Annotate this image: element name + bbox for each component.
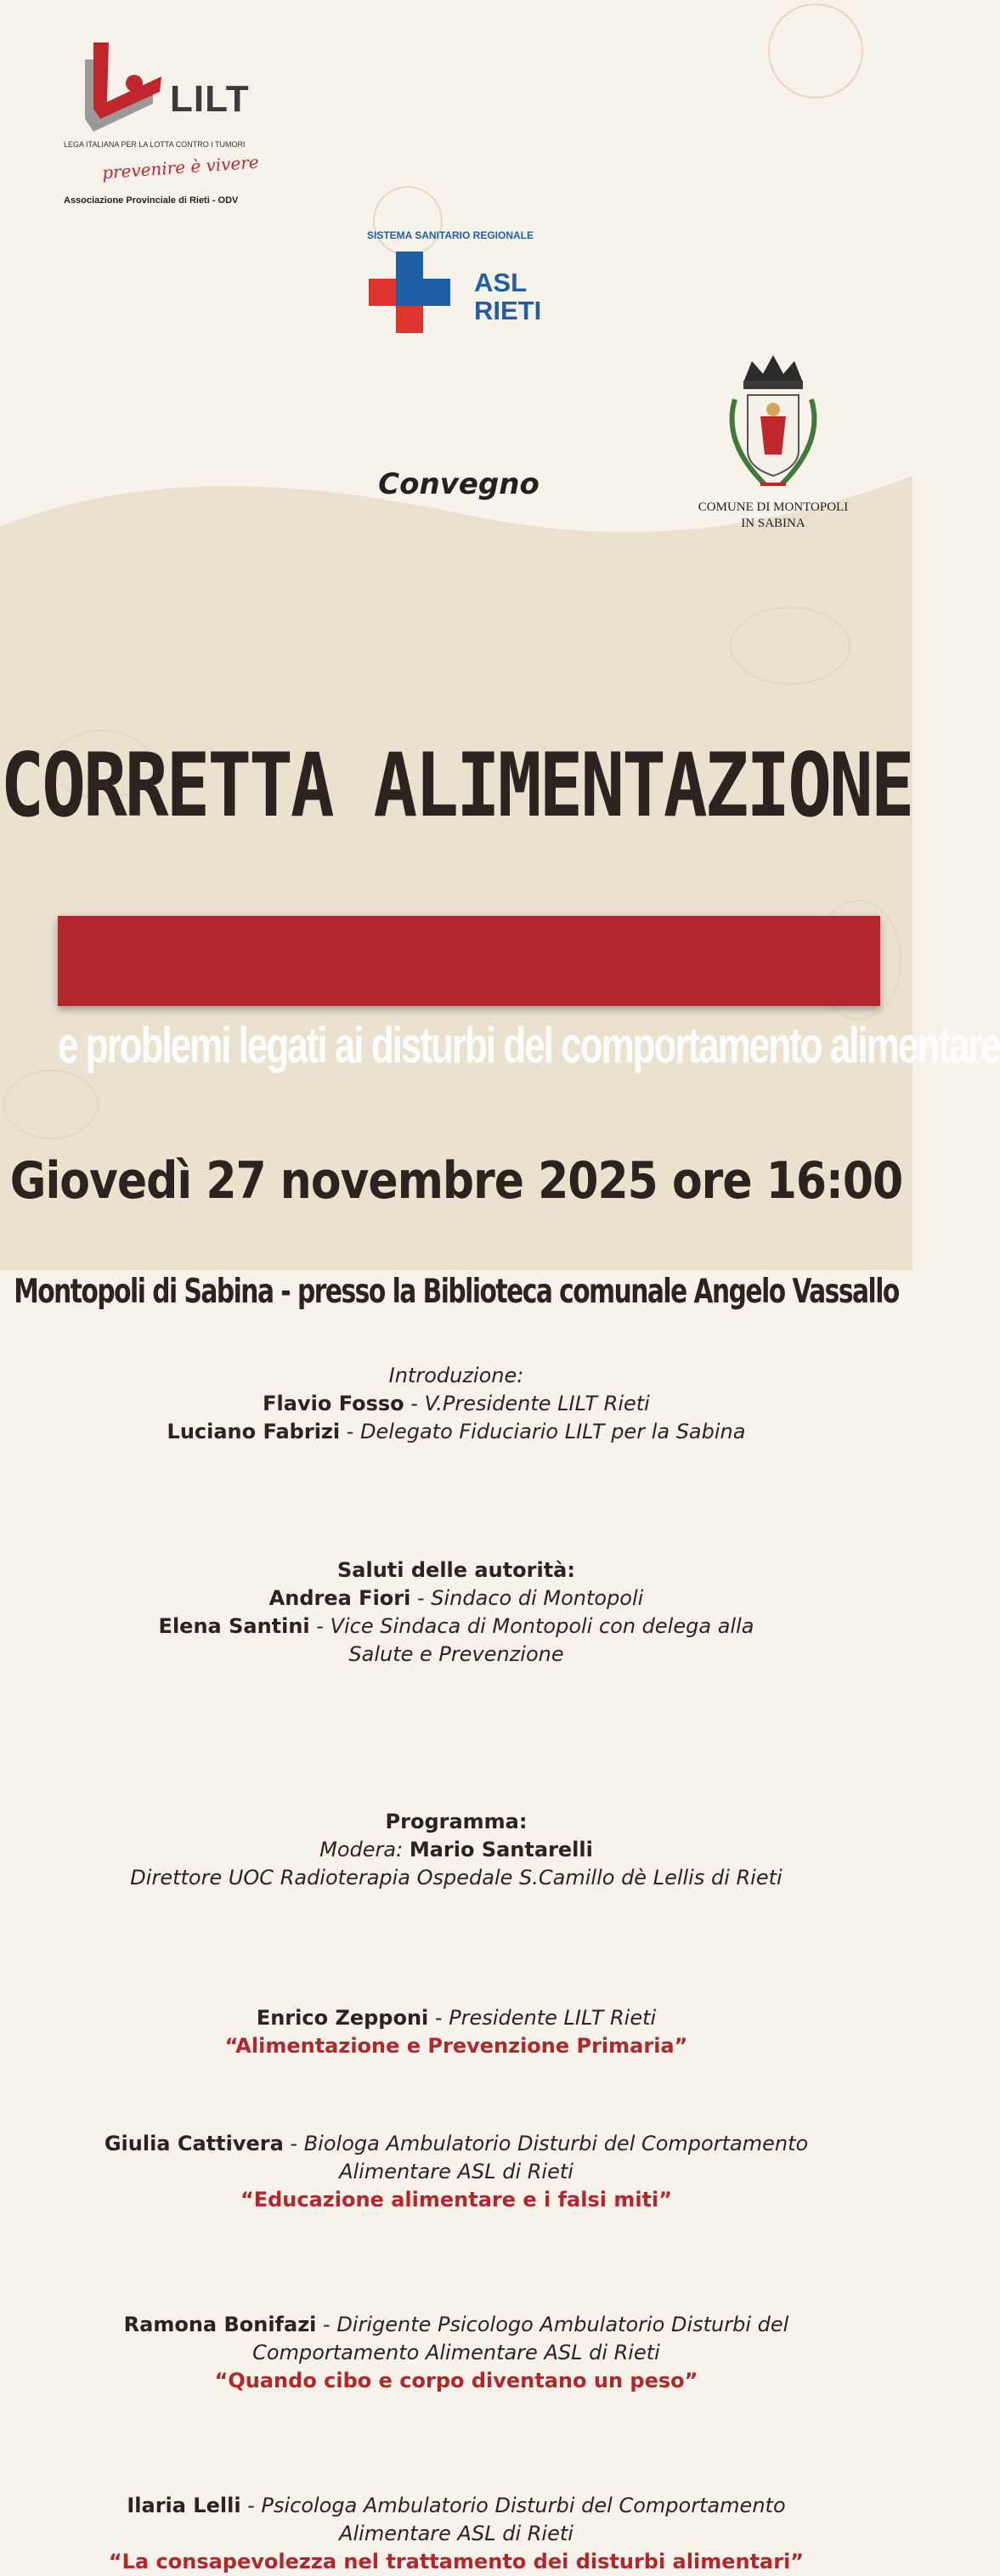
speaker-role: Dirigente Psicologo Ambulatorio Disturbi del	[336, 2313, 789, 2336]
asl-name	[474, 268, 541, 325]
event-type: Convegno	[378, 467, 540, 501]
moderator	[51, 1836, 862, 1864]
event-venue: Montopoli di Sabina - presso la Biblioteca comunale Angelo Vassallo	[14, 1271, 899, 1311]
speaker-name: Giulia Cattivera	[104, 2132, 284, 2155]
lilt-association: Associazione Provinciale di Rieti - ODV	[64, 195, 239, 206]
talk-item: Giulia Cattivera - Biologa Ambulatorio Disturbi del Comportamento Alimentare ASL di Rieti “Educazione alimentare e i falsi miti”	[51, 2130, 862, 2214]
lilt-full-name: LEGA ITALIANA PER LA LOTTA CONTRO I TUMORI	[64, 140, 246, 149]
intro-section	[51, 1362, 862, 1446]
programma-heading: Programma:	[385, 1810, 528, 1833]
speaker-role: Vice Sindaca di Montopoli con delega alla	[330, 1614, 754, 1638]
intro-speaker: Flavio Fosso - V.Presidente LILT Rieti	[263, 1392, 650, 1415]
speaker-role: Sindaco di Montopoli	[431, 1586, 644, 1610]
event-date: Giovedì 27 novembre 2025 ore 16:00	[9, 1152, 903, 1211]
comune-name-line2: IN SABINA	[741, 517, 805, 530]
lilt-slogan: prevenire è vivere	[101, 151, 260, 184]
coat-of-arms-icon	[714, 348, 833, 497]
talk-title: “La consapevolezza nel trattamento dei disturbi alimentari”	[108, 2550, 805, 2573]
event-title: CORRETTA ALIMENTAZIONE	[0, 735, 912, 837]
talk-title: “Educazione alimentare e i falsi miti”	[240, 2188, 673, 2212]
talk-item: Ramona Bonifazi - Dirigente Psicologo Ambulatorio Disturbi del Comportamento Alimentare ASL di Rieti “Quando cibo e corpo diventano un peso”	[51, 2311, 862, 2395]
speaker-role: Biologa Ambulatorio Disturbi del Comportamento	[303, 2132, 809, 2155]
speaker-role-continued: Alimentare ASL di Rieti	[339, 2522, 573, 2545]
talk-item: Ilaria Lelli - Psicologa Ambulatorio Disturbi del Comportamento Alimentare ASL di Rieti “La consapevolezza nel trattamento dei disturbi alimentari”	[51, 2492, 862, 2576]
programma-section	[51, 1808, 862, 1892]
speaker-name: Flavio Fosso	[263, 1392, 404, 1415]
talk-title: “Alimentazione e Prevenzione Primaria”	[224, 2034, 688, 2058]
speaker-name: Andrea Fiori	[268, 1586, 411, 1610]
speaker-role-continued: Salute e Prevenzione	[348, 1642, 564, 1666]
speaker-role-continued: Alimentare ASL di Rieti	[339, 2160, 573, 2183]
speaker-name: Enrico Zepponi	[256, 2006, 429, 2030]
asl-system-name: SISTEMA SANITARIO REGIONALE	[367, 229, 534, 241]
speaker-role: V.Presidente LILT Rieti	[424, 1392, 650, 1415]
lilt-name: LILT	[170, 78, 250, 120]
asl-logo	[365, 228, 561, 347]
talk-title: “Quando cibo e corpo diventano un peso”	[214, 2369, 698, 2392]
speaker-name: Ilaria Lelli	[127, 2494, 241, 2517]
intro-heading: Introduzione:	[388, 1364, 524, 1387]
lilt-emblem-icon	[68, 34, 178, 136]
speaker-role: Psicologa Ambulatorio Disturbi del Comportamento	[261, 2494, 786, 2517]
subtitle-banner	[58, 916, 880, 1006]
saluti-heading: Saluti delle autorità:	[337, 1558, 575, 1582]
comune-name	[671, 500, 875, 532]
speaker-role-continued: Comportamento Alimentare ASL di Rieti	[252, 2341, 660, 2364]
saluti-speaker: Elena Santini - Vice Sindaca di Montopoli con delega alla	[158, 1614, 754, 1638]
event-subtitle: e problemi legati ai disturbi del comportamento alimentare	[58, 1018, 1000, 1075]
talk-item: Enrico Zepponi - Presidente LILT Rieti “Alimentazione e Prevenzione Primaria”	[51, 2004, 862, 2060]
moderator-label: Modera:	[319, 1838, 404, 1861]
comune-name-line1: COMUNE DI MONTOPOLI	[698, 500, 849, 514]
intro-speaker: Luciano Fabrizi - Delegato Fiduciario LILT per la Sabina	[167, 1420, 746, 1443]
saluti-speaker: Andrea Fiori - Sindaco di Montopoli	[268, 1586, 644, 1610]
speaker-name: Elena Santini	[158, 1614, 310, 1638]
medical-cross-icon	[367, 250, 452, 335]
asl-name-line1: ASL	[474, 268, 527, 297]
moderator-role: Direttore UOC Radioterapia Ospedale S.Camillo dè Lellis di Rieti	[130, 1866, 782, 1890]
saluti-section	[51, 1556, 862, 1669]
speaker-name: Luciano Fabrizi	[167, 1420, 341, 1443]
comune-logo	[671, 348, 875, 535]
lilt-logo	[59, 34, 280, 212]
speaker-name: Ramona Bonifazi	[123, 2313, 317, 2336]
moderator-name: Mario Santarelli	[409, 1838, 593, 1861]
speaker-role: Presidente LILT Rieti	[449, 2006, 657, 2030]
speaker-role: Delegato Fiduciario LILT per la Sabina	[360, 1420, 746, 1443]
asl-name-line2: RIETI	[474, 296, 542, 325]
